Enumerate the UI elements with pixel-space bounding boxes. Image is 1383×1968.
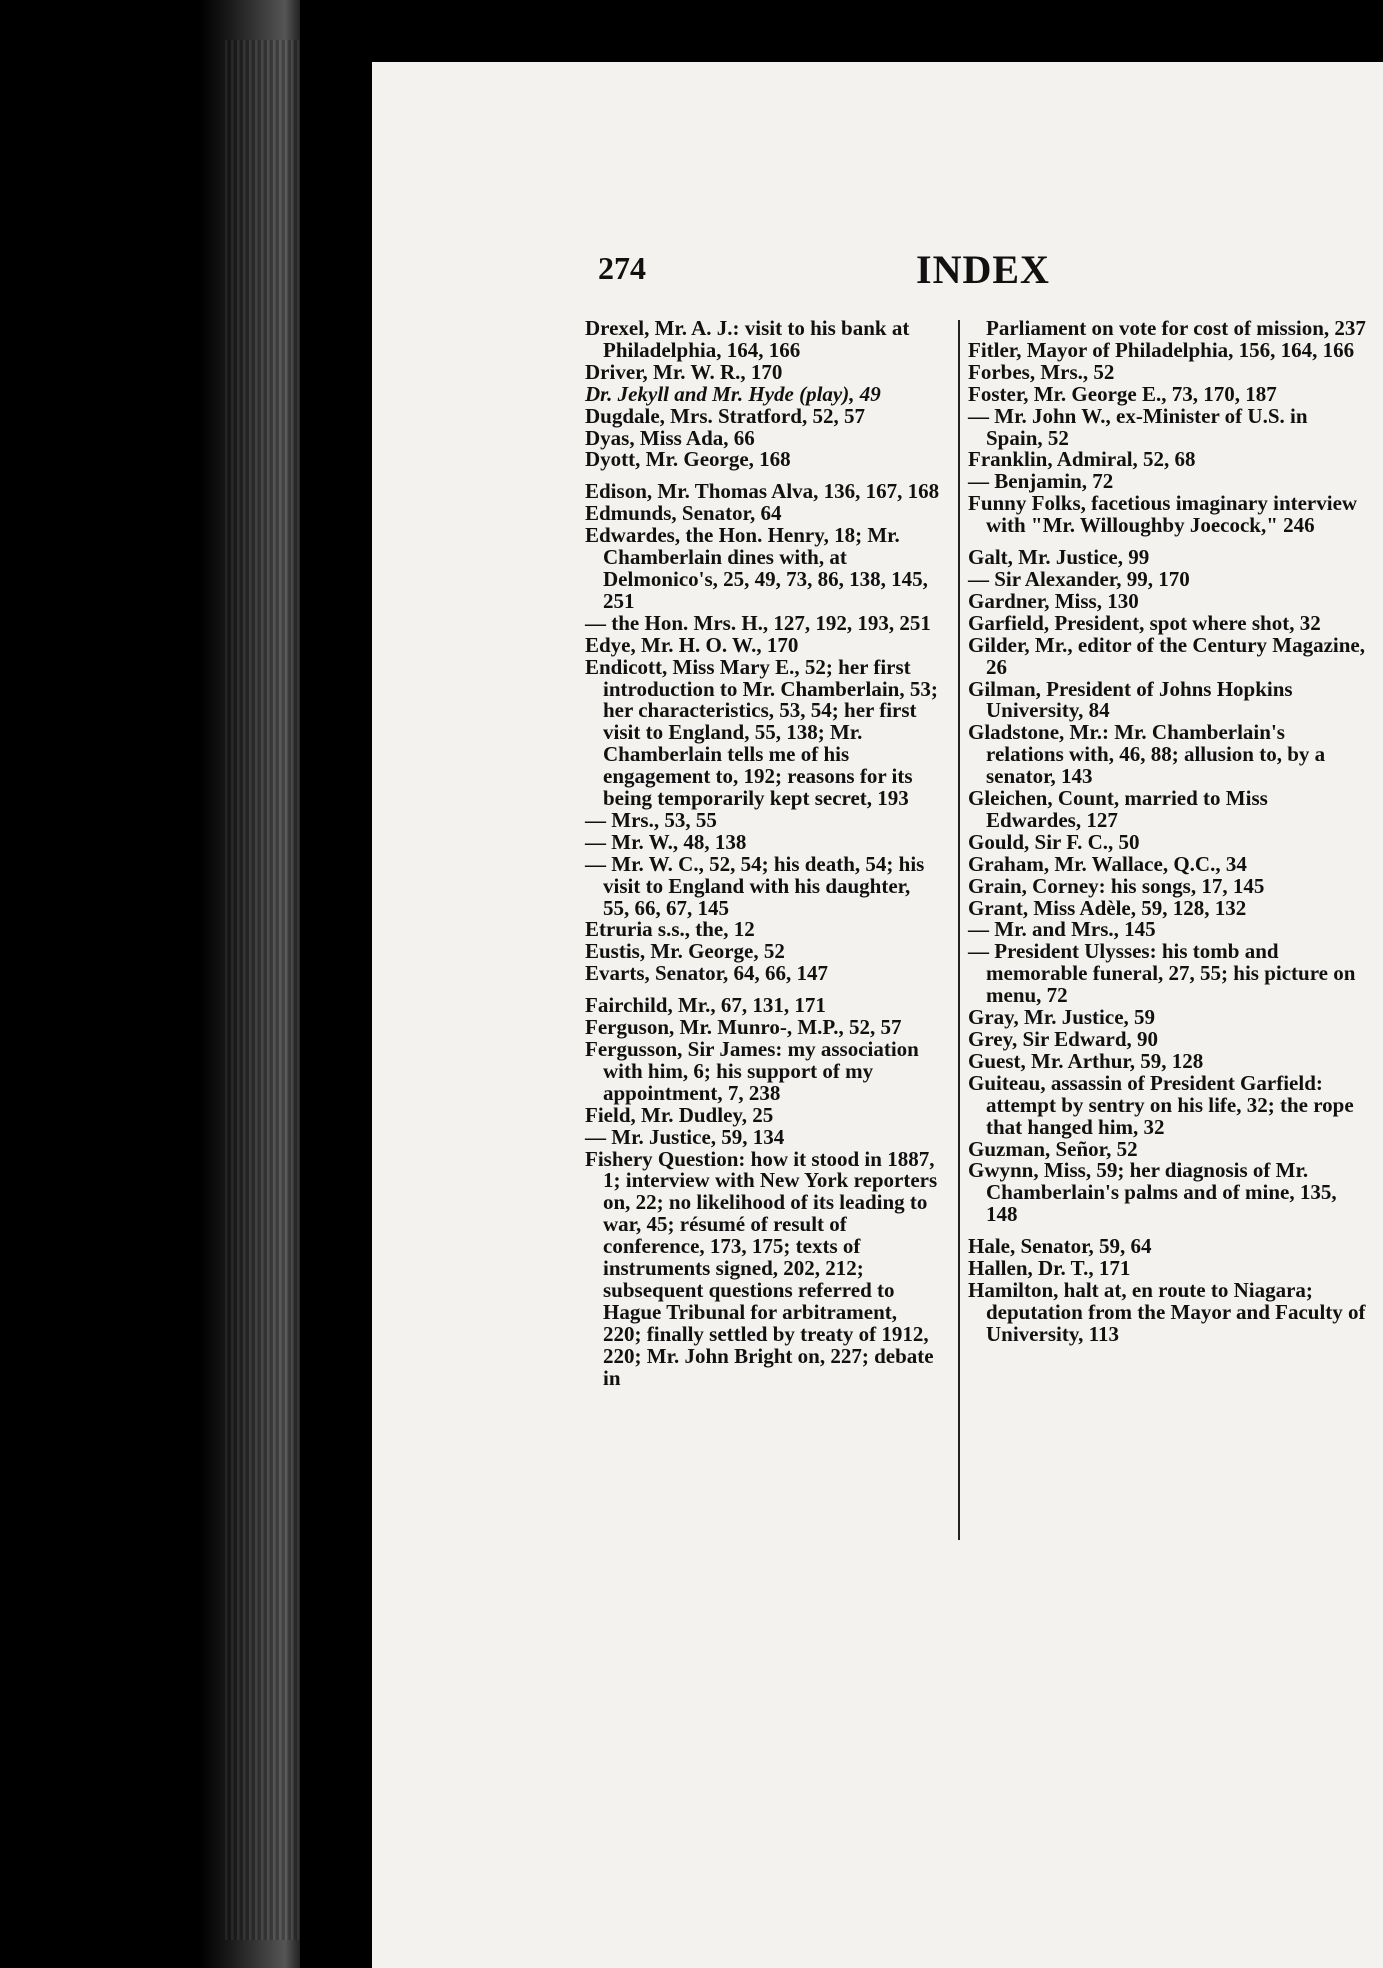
index-entry: Gilman, President of Johns Hopkins University, 84 (968, 676, 1293, 723)
index-entry: Fergusson, Sir James: my association with him, 6; his support of my appointment, 7, 238 (585, 1037, 919, 1105)
index-entry: Etruria s.s., the, 12 (585, 917, 755, 942)
index-entry: — Mr. and Mrs., 145 (968, 917, 1156, 942)
column-divider (958, 320, 960, 1540)
index-entry: Guest, Mr. Arthur, 59, 128 (968, 1048, 1204, 1073)
index-entry: — Benjamin, 72 (968, 469, 1114, 494)
index-entry: Fitler, Mayor of Philadelphia, 156, 164, 166 (968, 337, 1355, 362)
index-entry: Hamilton, halt at, en route to Niagara; deputation from the Mayor and Faculty of University, 113 (968, 1277, 1366, 1346)
index-entry: — President Ulysses: his tomb and memorable funeral, 27, 55; his picture on menu, 72 (968, 939, 1356, 1008)
index-entry: Field, Mr. Dudley, 25 (585, 1102, 774, 1127)
index-entry: Gray, Mr. Justice, 59 (968, 1005, 1156, 1030)
index-entry: Gwynn, Miss, 59; her diagnosis of Mr. Chamberlain's palms and of mine, 135, 148 (968, 1158, 1337, 1227)
index-entry: Gladstone, Mr.: Mr. Chamberlain's relations with, 46, 88; allusion to, by a senator, 143 (968, 720, 1326, 789)
index-entry: Dyott, Mr. George, 168 (585, 447, 791, 472)
index-entry: Forbes, Mrs., 52 (968, 359, 1115, 384)
index-entry: — Mrs., 53, 55 (585, 807, 717, 832)
page-title: INDEX (916, 247, 1050, 292)
index-entry: — Mr. W., 48, 138 (585, 829, 747, 854)
index-column-right (968, 318, 1366, 1346)
index-entry: Eustis, Mr. George, 52 (585, 939, 785, 964)
index-entry: Edwardes, the Hon. Henry, 18; Mr. Chamberlain dines with, at Delmonico's, 25, 49, 73, 86, 138, 145, 251 (585, 523, 928, 613)
index-entry: Grain, Corney: his songs, 17, 145 (968, 873, 1265, 898)
index-entry: Gilder, Mr., editor of the Century Magazine, 26 (968, 632, 1366, 679)
index-entry: Guzman, Señor, 52 (968, 1136, 1138, 1161)
index-entry: Parliament on vote for cost of mission, 237 (986, 316, 1366, 340)
index-entry: Fishery Question: how it stood in 1887, 1; interview with New York reporters on, 22; no likelihood of its leading to war, 45; résumé of result of conference, 173, 175; texts of instruments signed, 202, 212; subsequent questions referred to Hague Tribunal for arbitrament, 220; finally settled by treaty of 1912, 220; Mr. John Bright on, 227; debate in (585, 1146, 938, 1390)
index-entry: Edmunds, Senator, 64 (585, 501, 782, 526)
index-column-left (585, 318, 940, 1390)
index-entry: Guiteau, assassin of President Garfield: attempt by sentry on his life, 32; the rope that hanged him, 32 (968, 1070, 1354, 1139)
page-edges (225, 40, 300, 1940)
index-entry: Garfield, President, spot where shot, 32 (968, 610, 1321, 635)
index-entry: Grant, Miss Adèle, 59, 128, 132 (968, 895, 1247, 920)
index-entry: Drexel, Mr. A. J.: visit to his bank at Philadelphia, 164, 166 (585, 316, 910, 362)
index-entry: Ferguson, Mr. Munro-, M.P., 52, 57 (585, 1015, 902, 1040)
index-entry: Funny Folks, facetious imaginary interview with "Mr. Willoughby Joecock," 246 (968, 491, 1358, 538)
index-entry: — Mr. John W., ex-Minister of U.S. in Spain, 52 (968, 403, 1308, 450)
index-entry: Edison, Mr. Thomas Alva, 136, 167, 168 (585, 479, 940, 504)
index-entry: Endicott, Miss Mary E., 52; her first introduction to Mr. Chamberlain, 53; her characteristics, 53, 54; her first visit to England, 55, 138; Mr. Chamberlain tells me of his engagement to, 192; reasons for its being temporarily kept secret, 193 (585, 654, 938, 811)
index-entry: Fairchild, Mr., 67, 131, 171 (585, 993, 826, 1018)
index-entry: — Mr. Justice, 59, 134 (585, 1124, 785, 1149)
index-entry: Franklin, Admiral, 52, 68 (968, 447, 1196, 472)
index-entry: Dyas, Miss Ada, 66 (585, 425, 755, 450)
index-entry: — the Hon. Mrs. H., 127, 192, 193, 251 (585, 610, 931, 635)
index-entry: Hale, Senator, 59, 64 (968, 1234, 1152, 1259)
index-entry: Dugdale, Mrs. Stratford, 52, 57 (585, 403, 865, 428)
index-entry: Dr. Jekyll and Mr. Hyde (play), 49 (585, 381, 881, 406)
index-entry: Evarts, Senator, 64, 66, 147 (585, 961, 829, 986)
index-entry: Driver, Mr. W. R., 170 (585, 359, 783, 384)
index-entry: Galt, Mr. Justice, 99 (968, 545, 1150, 570)
index-entry: Foster, Mr. George E., 73, 170, 187 (968, 381, 1277, 406)
index-entry: Hallen, Dr. T., 171 (968, 1256, 1131, 1281)
index-entry: Grey, Sir Edward, 90 (968, 1027, 1158, 1051)
index-entry: — Mr. W. C., 52, 54; his death, 54; his visit to England with his daughter, 55, 66, 67, 145 (585, 851, 925, 920)
index-entry: Graham, Mr. Wallace, Q.C., 34 (968, 851, 1247, 876)
index-entry: Edye, Mr. H. O. W., 170 (585, 632, 799, 657)
index-entry: Gardner, Miss, 130 (968, 588, 1139, 613)
page-header (598, 247, 1050, 310)
index-entry: Gleichen, Count, married to Miss Edwardes, 127 (968, 786, 1268, 832)
index-entry: — Sir Alexander, 99, 170 (968, 566, 1190, 591)
index-entry: Gould, Sir F. C., 50 (968, 829, 1140, 854)
page-number: 274 (598, 250, 646, 286)
